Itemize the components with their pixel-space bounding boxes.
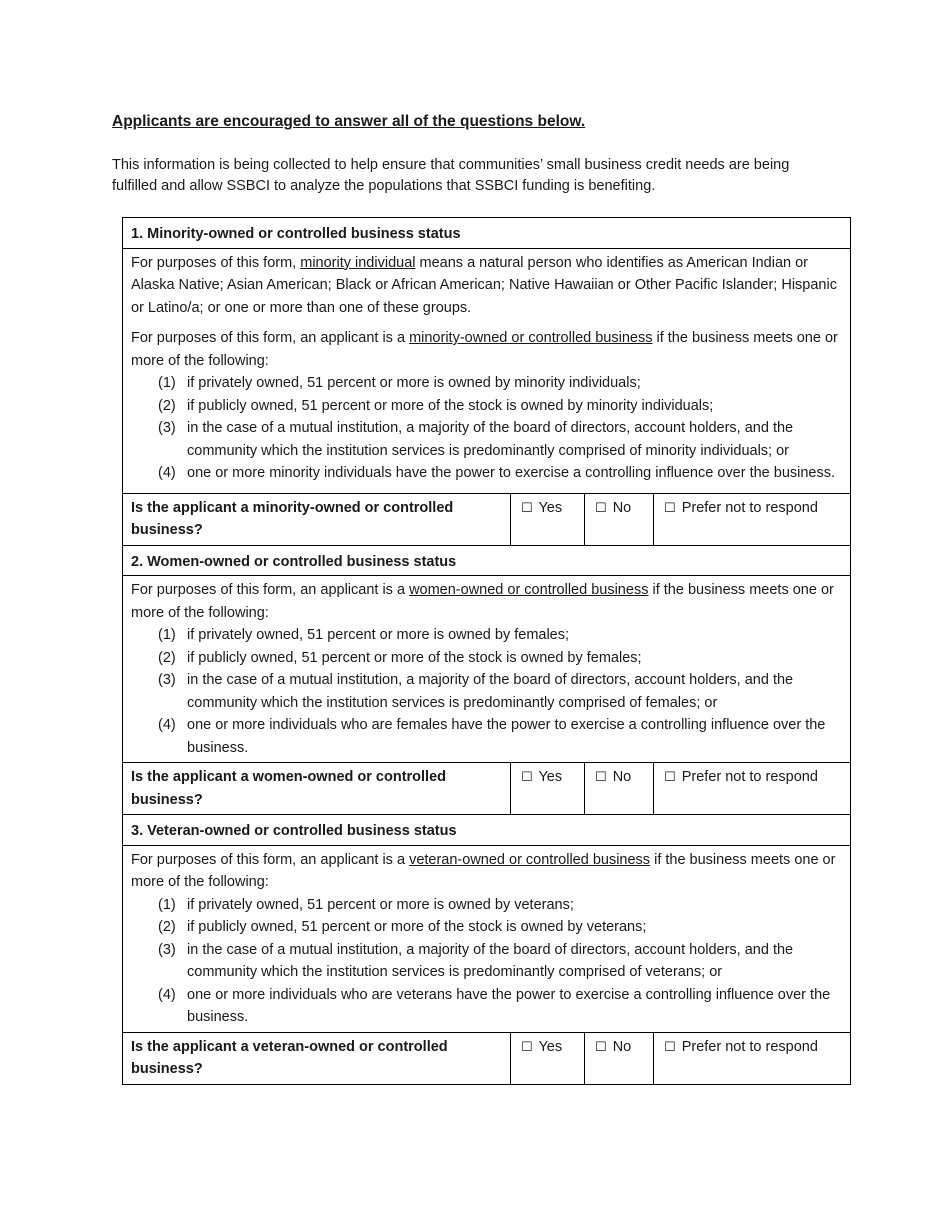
demographics-form-table — [122, 217, 851, 1085]
defined-term: women-owned or controlled business — [409, 582, 649, 598]
checkbox-icon: ☐ — [595, 770, 607, 785]
definition-text: For purposes of this form, an applicant is a — [131, 330, 410, 346]
definition-paragraph — [131, 579, 842, 624]
criteria-item — [131, 894, 842, 917]
checkbox-icon: ☐ — [664, 500, 676, 516]
section-definition — [123, 845, 851, 1032]
criteria-text: if publicly owned, 51 percent or more of the stock is owned by females; — [187, 649, 642, 666]
section-title: 3. Veteran-owned or controlled business status — [123, 815, 851, 846]
criteria-item — [131, 395, 842, 418]
option-label: Yes — [538, 499, 563, 516]
criteria-number: (4) — [158, 717, 176, 733]
criteria-item — [131, 669, 842, 714]
criteria-text: if privately owned, 51 percent or more is owned by veterans; — [187, 896, 574, 913]
section-2-question-row — [123, 763, 851, 815]
section-3-definition-row — [123, 845, 851, 1032]
checkbox-icon: ☐ — [521, 1039, 533, 1055]
definition-text: For purposes of this form, — [131, 254, 301, 271]
checkbox-icon: ☐ — [521, 770, 533, 785]
defined-term: minority individual — [300, 254, 416, 271]
criteria-number: (3) — [158, 941, 176, 958]
criteria-text: if privately owned, 51 percent or more is owned by minority individuals; — [187, 375, 641, 391]
defined-term: minority-owned or controlled business — [409, 330, 653, 346]
checkbox-icon: ☐ — [521, 500, 533, 516]
criteria-number: (1) — [158, 896, 176, 913]
criteria-text: one or more individuals who are veterans have the power to exercise a controlling influence over the business. — [187, 986, 831, 1025]
section-1-question-row — [123, 493, 851, 545]
criteria-number: (3) — [158, 672, 176, 688]
option-label: No — [612, 499, 632, 516]
criteria-item — [131, 624, 842, 647]
option-label: Prefer not to respond — [681, 1038, 818, 1055]
criteria-text: in the case of a mutual institution, a majority of the board of directors, account holders, and the community which the institution services is predominantly comprised of minority individuals; or — [187, 420, 794, 459]
criteria-number: (1) — [158, 375, 176, 391]
section-1-definition-row — [123, 248, 851, 493]
criteria-text: one or more individuals who are females have the power to exercise a controlling influence over the business. — [187, 717, 826, 756]
criteria-list — [131, 372, 842, 485]
criteria-item — [131, 372, 842, 395]
definition-text: if the business meets one or more of the following: — [131, 851, 836, 890]
criteria-number: (2) — [158, 649, 176, 666]
section-definition — [123, 248, 851, 493]
section-2-header-row — [123, 545, 851, 576]
criteria-item — [131, 462, 842, 485]
prefer-not-to-respond-checkbox[interactable] — [654, 763, 851, 815]
criteria-item — [131, 417, 842, 462]
yes-checkbox[interactable] — [511, 763, 585, 815]
option-label: Prefer not to respond — [681, 499, 818, 516]
defined-term: veteran-owned or controlled business — [409, 851, 651, 868]
checkbox-icon: ☐ — [595, 1039, 607, 1055]
option-label: Yes — [538, 1038, 563, 1055]
section-2-definition-row — [123, 576, 851, 763]
section-1-header-row — [123, 218, 851, 249]
no-checkbox[interactable] — [585, 1032, 654, 1084]
definition-text: if the business meets one or more of the following: — [131, 330, 838, 369]
section-3-header-row — [123, 815, 851, 846]
criteria-item — [131, 984, 842, 1029]
checkbox-icon: ☐ — [595, 500, 607, 516]
section-definition — [123, 576, 851, 763]
criteria-list — [131, 894, 842, 1029]
criteria-item — [131, 714, 842, 759]
criteria-item — [131, 939, 842, 984]
criteria-number: (4) — [158, 986, 176, 1003]
criteria-number: (2) — [158, 919, 176, 935]
definition-text: For purposes of this form, an applicant is a — [131, 851, 410, 868]
option-label: No — [612, 1038, 632, 1055]
option-label: Yes — [538, 769, 563, 785]
option-label: No — [612, 769, 632, 785]
checkbox-icon: ☐ — [664, 770, 676, 785]
option-label: Prefer not to respond — [681, 769, 818, 785]
criteria-list — [131, 624, 842, 759]
criteria-text: if privately owned, 51 percent or more is owned by females; — [187, 627, 570, 643]
no-checkbox[interactable] — [585, 493, 654, 545]
criteria-number: (3) — [158, 420, 176, 436]
definition-text: if the business meets one or more of the following: — [131, 582, 834, 621]
definition-paragraph — [131, 327, 842, 372]
page-heading: Applicants are encouraged to answer all of the questions below. — [112, 113, 586, 130]
criteria-text: if publicly owned, 51 percent or more of the stock is owned by veterans; — [187, 919, 647, 935]
checkbox-icon: ☐ — [664, 1039, 676, 1055]
yes-checkbox[interactable] — [511, 493, 585, 545]
question-label: Is the applicant a minority-owned or controlled business? — [123, 493, 511, 545]
criteria-number: (2) — [158, 397, 176, 414]
criteria-text: in the case of a mutual institution, a majority of the board of directors, account holders, and the community which the institution services is predominantly comprised of females; or — [187, 672, 794, 711]
section-title: 2. Women-owned or controlled business status — [123, 545, 851, 576]
intro-paragraph: This information is being collected to help ensure that communities’ small business credit needs are being fulfilled and allow SSBCI to analyze the populations that SSBCI funding is benefiting. — [112, 157, 790, 194]
section-3-question-row — [123, 1032, 851, 1084]
prefer-not-to-respond-checkbox[interactable] — [654, 1032, 851, 1084]
definition-paragraph — [131, 849, 842, 894]
question-label: Is the applicant a veteran-owned or controlled business? — [123, 1032, 511, 1084]
criteria-text: one or more minority individuals have the power to exercise a controlling influence over the business. — [187, 465, 836, 481]
question-label: Is the applicant a women-owned or controlled business? — [123, 763, 511, 815]
criteria-text: in the case of a mutual institution, a majority of the board of directors, account holders, and the community which the institution services is predominantly comprised of veterans; or — [187, 941, 794, 980]
criteria-number: (4) — [158, 465, 176, 481]
no-checkbox[interactable] — [585, 763, 654, 815]
criteria-number: (1) — [158, 627, 176, 643]
criteria-item — [131, 916, 842, 939]
criteria-item — [131, 647, 842, 670]
definition-text: For purposes of this form, an applicant is a — [131, 582, 410, 598]
yes-checkbox[interactable] — [511, 1032, 585, 1084]
definition-paragraph — [131, 252, 842, 320]
prefer-not-to-respond-checkbox[interactable] — [654, 493, 851, 545]
criteria-text: if publicly owned, 51 percent or more of the stock is owned by minority individuals; — [187, 397, 714, 414]
section-title: 1. Minority-owned or controlled business status — [123, 218, 851, 249]
definition-text: means a natural person who identifies as American Indian or Alaska Native; Asian American; Black or African American; Native Hawaiian or Other Pacific Islander; Hispanic or Latino/a; or one or more than one of these groups. — [131, 254, 837, 316]
